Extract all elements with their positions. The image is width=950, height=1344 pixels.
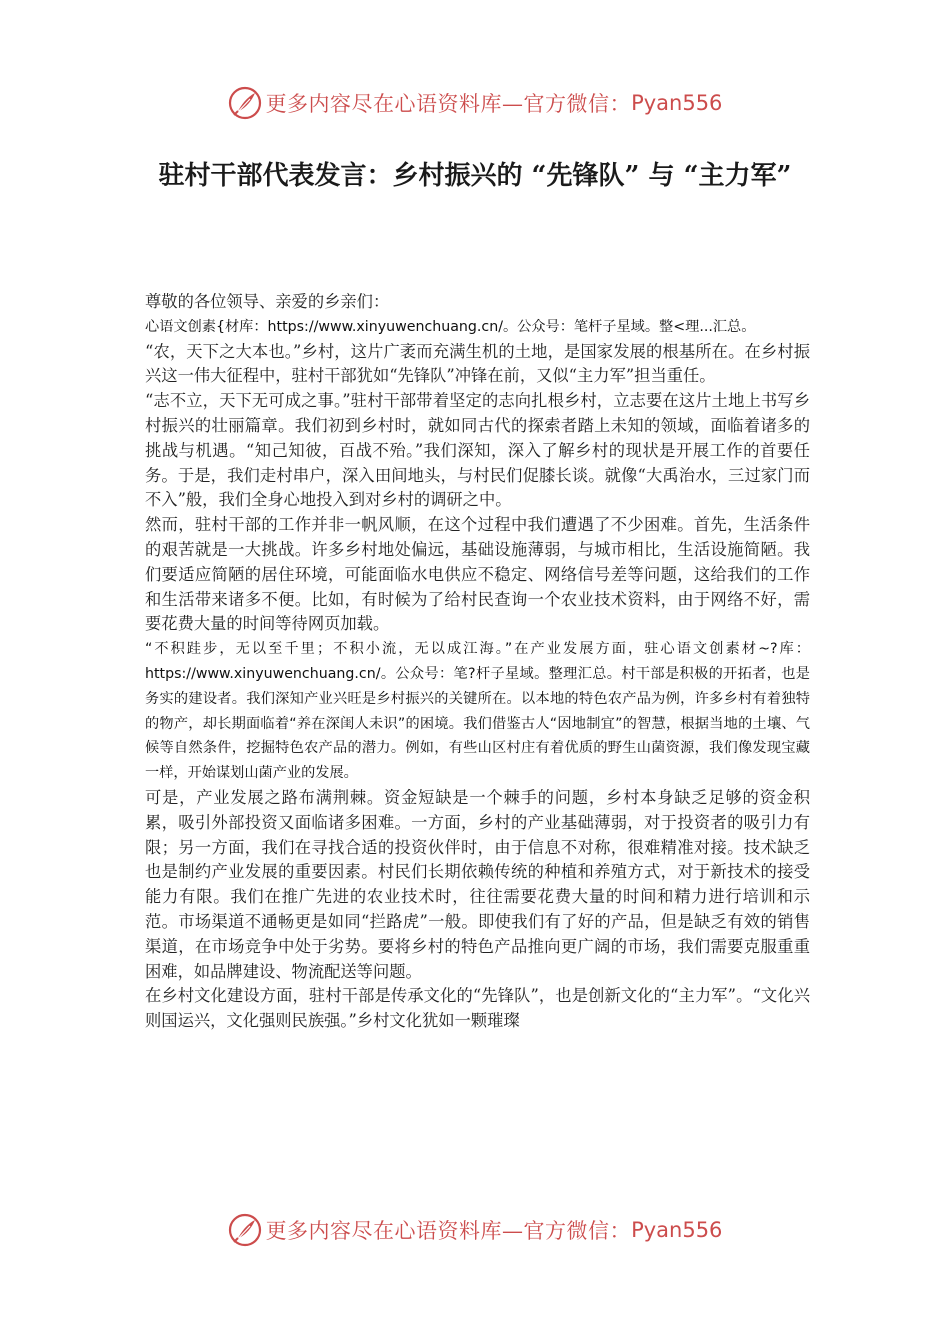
paragraph: “农，天下之大本也。”乡村，这片广袤而充满生机的土地，是国家发展的根基所在。在乡村振兴这一伟大征程中，驻村干部犹如“先锋队”冲锋在前，又似“主力军”担当重任。 (145, 341, 810, 386)
paragraph: “志不立，天下无可成之事。”驻村干部带着坚定的志向扎根乡村，立志要在这片土地上书写乡村振兴的壮丽篇章。我们初到乡村时，就如同古代的探索者踏上未知的领域，面临着诸多的挑战与机遇。“知己知彼，百战不殆。”我们深知，深入了解乡村的现状是开展工作的首要任务。于是，我们走村串户，深入田间地头，与村民们促膝长谈。就像“大禹治水，三过家门而不入”般，我们全身心地投入到对乡村的调研之中。 (145, 391, 810, 510)
paragraph: 然而，驻村干部的工作并非一帆风顺，在这个过程中我们遭遇了不少困难。首先，生活条件的艰苦就是一大挑战。许多乡村地处偏远，基础设施薄弱，与城市相比，生活设施简陋。我们要适应简陋的居住环境，可能面临水电供应不稳定、网络信号差等问题，这给我们的工作和生活带来诸多不便。比如，有时候为了给村民查询一个农业技术资料，由于网络不好，需要花费大量的时间等待网页加载。 (145, 515, 810, 634)
paragraph: 在乡村文化建设方面，驻村干部是传承文化的“先锋队”，也是创新文化的“主力军”。“文化兴则国运兴，文化强则民族强。”乡村文化犹如一颗璀璨 (145, 986, 810, 1031)
paragraph: “不积跬步，无以至千里；不积小流，无以成江海。”在产业发展方面，驻心语文创素材~?库：https://www.xinyuwenchuang.cn/。公众号：笔?杆子星域。整理汇总。村干部是积极的开拓者，也是务实的建设者。我们深知产业兴旺是乡村振兴的关键所在。以本地的特色农产品为例，许多乡村有着独特的物产，却长期面临着“养在深闺人未识”的困境。我们借鉴古人“因地制宜”的智慧，根据当地的土壤、气候等自然条件，挖掘特色农产品的潜力。例如，有些山区村庄有着优质的野生山菌资源，我们像发现宝藏一样，开始谋划山菌产业的发展。 (145, 641, 810, 782)
paragraph-salutation: 尊敬的各位领导、亲爱的乡亲们： (145, 292, 390, 311)
feather-logo-icon (228, 1213, 262, 1247)
banner-wechat-id: Pyan556 (631, 1218, 723, 1242)
footer-watermark-banner (0, 1210, 950, 1250)
banner-text: 更多内容尽在心语资料库—官方微信： (265, 1219, 632, 1243)
header-watermark-banner (0, 83, 950, 123)
feather-logo-icon (228, 86, 262, 120)
document-title: 驻村干部代表发言：乡村振兴的 “先锋队” 与 “主力军” (158, 161, 792, 191)
banner-text: 更多内容尽在心语资料库—官方微信： (265, 92, 632, 116)
document-body (145, 290, 810, 1034)
banner-wechat-id: Pyan556 (631, 91, 723, 115)
paragraph: 可是，产业发展之路布满荆棘。资金短缺是一个棘手的问题，乡村本身缺乏足够的资金积累，吸引外部投资又面临诸多困难。一方面，乡村的产业基础薄弱，对于投资者的吸引力有限；另一方面，我们在寻找合适的投资伙伴时，由于信息不对称，很难精准对接。技术缺乏也是制约产业发展的重要因素。村民们长期依赖传统的种植和养殖方式，对于新技术的接受能力有限。我们在推广先进的农业技术时，往往需要花费大量的时间和精力进行培训和示范。市场渠道不通畅更是如同“拦路虎”一般。即使我们有了好的产品，但是缺乏有效的销售渠道，在市场竞争中处于劣势。要将乡村的特色产品推向更广阔的市场，我们需要克服重重困难，如品牌建设、物流配送等问题。 (145, 787, 810, 981)
paragraph-watermark-note: 心语文创素{材库：https://www.xinyuwenchuang.cn/。公众号：笔杆子星域。整<理...汇总。 (145, 318, 756, 335)
